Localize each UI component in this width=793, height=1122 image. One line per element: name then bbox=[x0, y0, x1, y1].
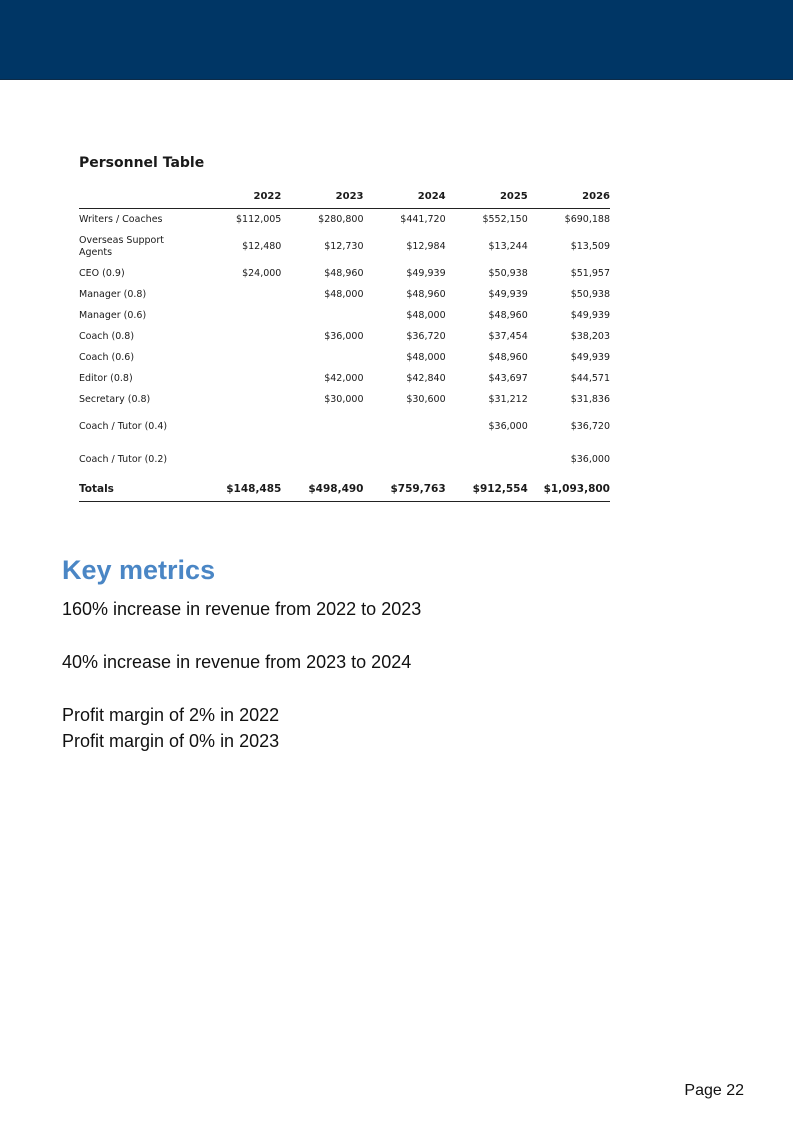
table-cell: $37,454 bbox=[488, 330, 528, 342]
totals-cell: $1,093,800 bbox=[528, 476, 610, 502]
table-row bbox=[79, 347, 610, 368]
table-cell: $44,571 bbox=[570, 372, 610, 384]
table-cell: $49,939 bbox=[488, 288, 528, 300]
table-cell: $49,939 bbox=[406, 267, 446, 279]
table-cell: $48,960 bbox=[488, 351, 528, 363]
row-label: Writers / Coaches bbox=[79, 213, 163, 225]
row-label: Coach (0.6) bbox=[79, 351, 135, 363]
table-cell: $51,957 bbox=[570, 267, 610, 279]
personnel-table bbox=[79, 191, 610, 502]
table-cell: $31,212 bbox=[488, 393, 528, 405]
totals-row bbox=[79, 476, 610, 502]
table-cell: $36,000 bbox=[488, 420, 528, 432]
table-cell bbox=[281, 410, 363, 443]
table-cell: $42,840 bbox=[406, 372, 446, 384]
column-header-year: 2024 bbox=[364, 191, 446, 209]
header-band bbox=[0, 0, 793, 80]
column-header-year: 2023 bbox=[281, 191, 363, 209]
metric-line: Profit margin of 0% in 2023 bbox=[62, 731, 280, 751]
table-cell: $38,203 bbox=[570, 330, 610, 342]
table-cell: $690,188 bbox=[564, 213, 610, 225]
table-cell: $50,938 bbox=[570, 288, 610, 300]
column-header-year: 2025 bbox=[446, 191, 528, 209]
metric-line: 40% increase in revenue from 2023 to 2024 bbox=[62, 652, 412, 672]
row-label: Editor (0.8) bbox=[79, 372, 133, 384]
totals-cell: $912,554 bbox=[446, 476, 528, 502]
table-cell: $48,960 bbox=[406, 288, 446, 300]
table-cell: $112,005 bbox=[236, 213, 282, 225]
table-cell: $24,000 bbox=[242, 267, 282, 279]
column-header-role bbox=[79, 191, 199, 209]
totals-cell: $148,485 bbox=[199, 476, 281, 502]
table-cell: $441,720 bbox=[400, 213, 446, 225]
table-cell bbox=[446, 443, 528, 476]
table-cell: $48,000 bbox=[406, 351, 446, 363]
table-row bbox=[79, 410, 610, 443]
table-cell bbox=[281, 305, 363, 326]
table-cell: $48,000 bbox=[406, 309, 446, 321]
table-row bbox=[79, 389, 610, 410]
table-cell: $12,730 bbox=[324, 240, 364, 252]
table-cell bbox=[199, 410, 281, 443]
table-cell: $42,000 bbox=[324, 372, 364, 384]
row-label: Manager (0.8) bbox=[79, 288, 147, 300]
table-cell: $36,720 bbox=[406, 330, 446, 342]
table-row bbox=[79, 230, 610, 263]
totals-label: Totals bbox=[79, 476, 199, 502]
table-cell: $36,720 bbox=[570, 420, 610, 432]
table-cell: $48,960 bbox=[324, 267, 364, 279]
table-header-row bbox=[79, 191, 610, 209]
metric-line: Profit margin of 2% in 2022 bbox=[62, 705, 280, 725]
table-cell: $280,800 bbox=[318, 213, 364, 225]
row-label: Manager (0.6) bbox=[79, 309, 147, 321]
table-cell: $49,939 bbox=[570, 309, 610, 321]
table-cell bbox=[364, 410, 446, 443]
table-cell: $552,150 bbox=[482, 213, 528, 225]
row-label: Overseas Support Agents bbox=[79, 234, 164, 258]
table-cell: $30,600 bbox=[406, 393, 446, 405]
key-metrics-section bbox=[62, 552, 662, 754]
table-cell: $13,244 bbox=[488, 240, 528, 252]
table-cell: $36,000 bbox=[570, 453, 610, 465]
table-title: Personnel Table bbox=[79, 155, 205, 171]
row-label: Coach / Tutor (0.2) bbox=[79, 453, 168, 465]
metric-line: 160% increase in revenue from 2022 to 2023 bbox=[62, 599, 422, 619]
table-row bbox=[79, 443, 610, 476]
row-label: Secretary (0.8) bbox=[79, 393, 151, 405]
table-cell: $31,836 bbox=[570, 393, 610, 405]
key-metrics-heading: Key metrics bbox=[62, 555, 216, 585]
table-row bbox=[79, 263, 610, 284]
table-row bbox=[79, 305, 610, 326]
table-row bbox=[79, 284, 610, 305]
table-row bbox=[79, 209, 610, 231]
column-header-year: 2022 bbox=[199, 191, 281, 209]
table-cell: $43,697 bbox=[488, 372, 528, 384]
column-header-year: 2026 bbox=[528, 191, 610, 209]
page-number: Page 22 bbox=[684, 1082, 744, 1099]
row-label: CEO (0.9) bbox=[79, 267, 125, 279]
table-row bbox=[79, 368, 610, 389]
table-cell: $36,000 bbox=[324, 330, 364, 342]
table-cell: $48,960 bbox=[488, 309, 528, 321]
table-cell: $12,480 bbox=[242, 240, 282, 252]
table-cell bbox=[199, 305, 281, 326]
personnel-table-figure bbox=[79, 155, 610, 502]
table-cell: $30,000 bbox=[324, 393, 364, 405]
totals-cell: $759,763 bbox=[364, 476, 446, 502]
table-cell bbox=[199, 284, 281, 305]
totals-cell: $498,490 bbox=[281, 476, 363, 502]
table-cell: $12,984 bbox=[406, 240, 446, 252]
table-cell bbox=[199, 326, 281, 347]
table-cell: $13,509 bbox=[570, 240, 610, 252]
table-cell bbox=[281, 443, 363, 476]
table-cell bbox=[199, 443, 281, 476]
table-cell: $50,938 bbox=[488, 267, 528, 279]
row-label: Coach (0.8) bbox=[79, 330, 135, 342]
table-cell bbox=[281, 347, 363, 368]
table-cell: $49,939 bbox=[570, 351, 610, 363]
table-cell bbox=[364, 443, 446, 476]
table-cell: $48,000 bbox=[324, 288, 364, 300]
table-cell bbox=[199, 389, 281, 410]
table-cell bbox=[199, 368, 281, 389]
table-cell bbox=[199, 347, 281, 368]
table-row bbox=[79, 326, 610, 347]
row-label: Coach / Tutor (0.4) bbox=[79, 420, 168, 432]
